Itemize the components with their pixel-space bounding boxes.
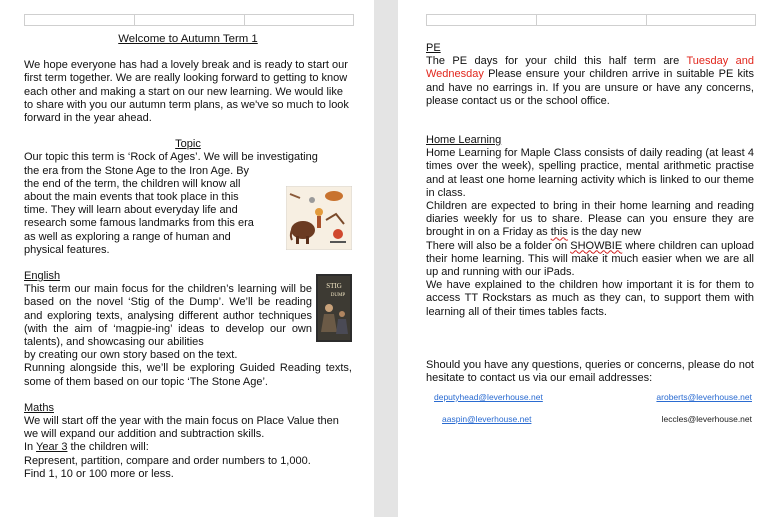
left-content xyxy=(24,33,352,481)
topic-section xyxy=(24,138,352,257)
home-learning-p4: We have explained to the children how important it is for them to access TT Rockstars as much as they can, to support them with learning all of their times tables facts. xyxy=(426,279,754,318)
topic-line: about the main events that took place in this xyxy=(24,191,239,204)
topic-line: Our topic this term is ‘Rock of Ages’. We will be investigating xyxy=(24,151,318,164)
maths-section xyxy=(24,402,352,481)
home-learning-p1: Home Learning for Maple Class consists of daily reading (at least 4 times over the week), spelling practice, mental arithmetic practise and at least one home learning activity which is linked to our theme in class. xyxy=(426,147,754,199)
email-leccles: leccles@leverhouse.net xyxy=(661,414,752,424)
english-section xyxy=(24,270,352,389)
email-list xyxy=(426,392,756,436)
page-gutter xyxy=(374,0,398,517)
home-learning-p3: There will also be a folder on SHOWBIE where children can upload their home learning. This will make it much easier when we are all up and running with our iPads. xyxy=(426,239,754,279)
maths-text: We will start off the year with the main focus on Place Value then we will expand our addition and subtraction skills. xyxy=(24,415,339,441)
contact-paragraph: Should you have any questions, queries or concerns, please do not hesitate to contact us via our email addresses: xyxy=(426,358,754,385)
email-link-aroberts[interactable]: aroberts@leverhouse.net xyxy=(656,392,752,402)
english-heading: English xyxy=(24,270,61,283)
english-text: This term our main focus for the children’s learning will be based on the novel ‘Stig of the Dump’. We’ll be reading and exploring texts, analysing different author techniques (with the aim of ‘magpie-ing’ ideas to develop our own talents), and showcasing our abilities xyxy=(24,283,312,349)
topic-line: the era from the Stone Age to the Iron Age. By xyxy=(24,164,250,177)
maths-objective: Represent, partition, compare and order numbers to 1,000. xyxy=(24,454,311,467)
maths-year-line: In Year 3 the children will: xyxy=(24,441,149,454)
topic-line: research some famous landmarks from this era xyxy=(24,217,254,230)
english-text-2: Running alongside this, we’ll be exploring Guided Reading texts, some of them based on our topic ‘The Stone Age’. xyxy=(24,362,352,388)
email-link-aaspin[interactable]: aaspin@leverhouse.net xyxy=(442,414,532,424)
english-text-cont: by creating our own story based on the text. xyxy=(24,349,238,362)
topic-line: the end of the term, the children will know all xyxy=(24,177,241,190)
right-content xyxy=(426,42,754,385)
page-title: Welcome to Autumn Term 1 xyxy=(118,33,258,45)
year-3-label: Year 3 xyxy=(36,441,68,454)
header-table-left xyxy=(24,14,354,26)
topic-line: as well as exploring a range of human and xyxy=(24,230,231,243)
stone-age-illustration xyxy=(286,186,352,250)
pe-section xyxy=(426,42,754,108)
svg-text:DUMP: DUMP xyxy=(330,293,346,299)
header-table-right xyxy=(426,14,756,26)
book-title-text: STIG xyxy=(326,282,342,291)
pe-text: The PE days for your child this half term are Tuesday and Wednesday Please ensure your children arrive in suitable PE kits and have no earrings in. If you are unsure or have any concerns, please contact us or the school office. xyxy=(426,55,754,107)
home-learning-section xyxy=(426,134,754,319)
email-link-deputyhead[interactable]: deputyhead@leverhouse.net xyxy=(434,392,543,402)
topic-heading: Topic xyxy=(175,138,201,151)
home-learning-heading: Home Learning xyxy=(426,134,502,147)
topic-line: physical features. xyxy=(24,243,110,256)
topic-line: time. They will learn about everyday life and xyxy=(24,204,238,217)
pe-days: Tuesday and Wednesday xyxy=(426,55,754,81)
maths-objective: Find 1, 10 or 100 more or less. xyxy=(24,467,174,480)
pe-heading: PE xyxy=(426,42,441,54)
maths-heading: Maths xyxy=(24,401,54,414)
stig-of-the-dump-book-cover xyxy=(316,274,352,342)
intro-paragraph: We hope everyone has had a lovely break and is ready to start our first term together. We are really looking forward to getting to know each other and making a start on our new learning. We would like to share with you our autumn term plans, as we've so much to look forward in the year ahead. xyxy=(24,59,349,125)
home-learning-p2: Children are expected to bring in their home learning and reading diaries weekly for us to share. Please can you ensure they are brought in on a Friday as this is the day new xyxy=(426,200,754,239)
